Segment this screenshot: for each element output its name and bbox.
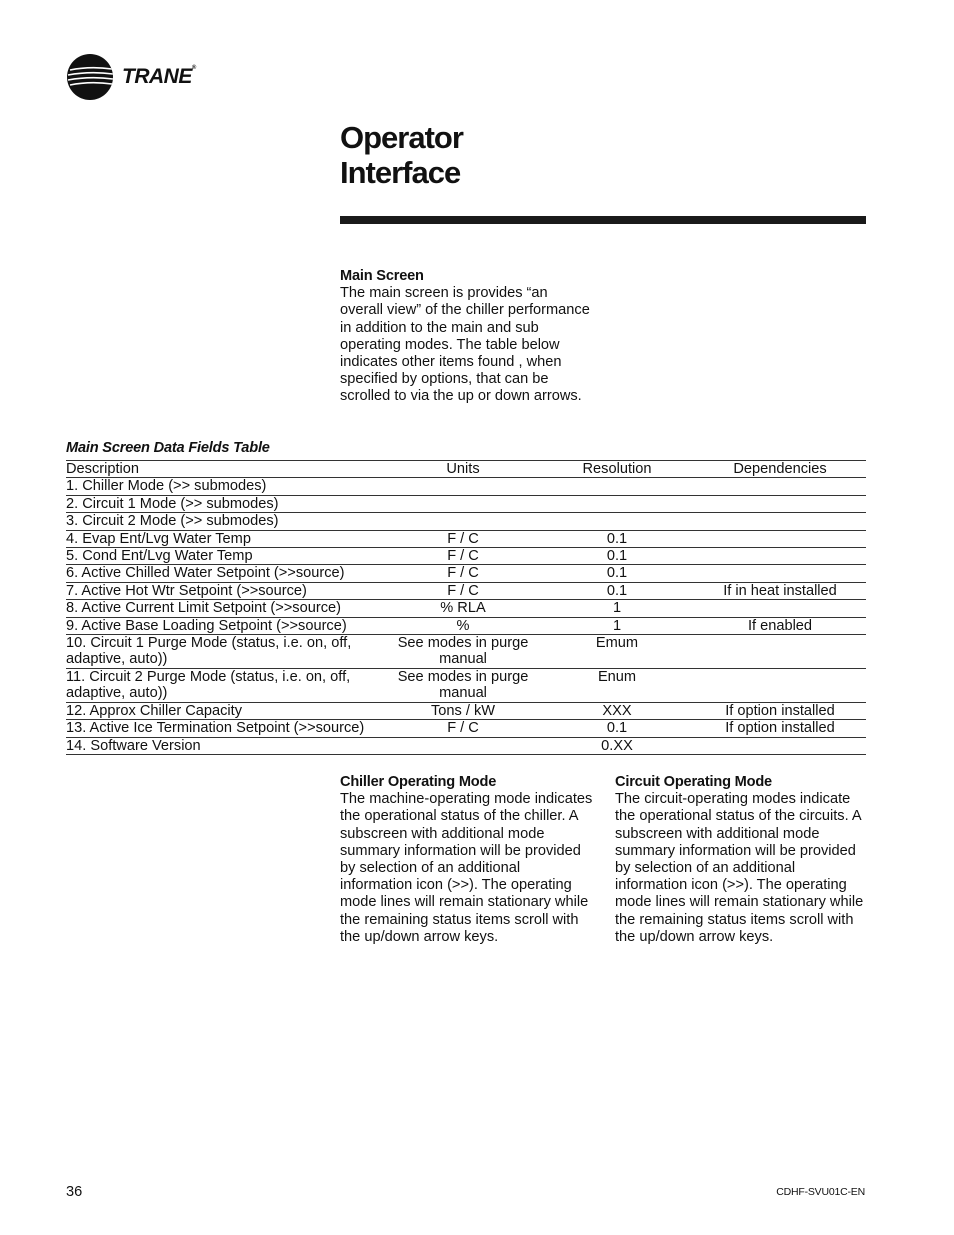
table-row — [66, 737, 866, 754]
document-id: CDHF-SVU01C-EN — [776, 1186, 865, 1198]
cell-description: 5. Cond Ent/Lvg Water Temp — [66, 548, 386, 565]
table-row — [66, 600, 866, 617]
cell-description: 9. Active Base Loading Setpoint (>>source) — [66, 617, 386, 634]
header-dependencies: Dependencies — [694, 461, 866, 478]
table-row — [66, 478, 866, 495]
cell-resolution — [540, 478, 694, 495]
main-screen-section — [340, 268, 590, 406]
table-row — [66, 565, 866, 582]
cell-units: Tons / kW — [386, 702, 540, 719]
header-description: Description — [66, 461, 386, 478]
cell-dependencies: If enabled — [694, 617, 866, 634]
cell-description: 1. Chiller Mode (>> submodes) — [66, 478, 386, 495]
cell-resolution — [540, 495, 694, 512]
cell-dependencies — [694, 600, 866, 617]
cell-description: 7. Active Hot Wtr Setpoint (>>source) — [66, 582, 386, 599]
cell-dependencies — [694, 530, 866, 547]
cell-description: 8. Active Current Limit Setpoint (>>source) — [66, 600, 386, 617]
table-body — [66, 478, 866, 755]
table-header-row — [66, 461, 866, 478]
table-row — [66, 513, 866, 530]
cell-resolution: Enum — [540, 668, 694, 702]
table-row — [66, 495, 866, 512]
cell-dependencies — [694, 635, 866, 669]
cell-description: 6. Active Chilled Water Setpoint (>>source) — [66, 565, 386, 582]
trane-circle-logo-icon — [66, 53, 114, 101]
circuit-operating-mode-section — [615, 774, 870, 946]
cell-description: 10. Circuit 1 Purge Mode (status, i.e. on, off, adaptive, auto)) — [66, 635, 386, 669]
table-row — [66, 548, 866, 565]
cell-description: 4. Evap Ent/Lvg Water Temp — [66, 530, 386, 547]
page-title-line-2: Interface — [340, 155, 461, 190]
cell-resolution: 0.1 — [540, 548, 694, 565]
table-row — [66, 635, 866, 669]
table-row — [66, 617, 866, 634]
header-units: Units — [386, 461, 540, 478]
cell-dependencies — [694, 668, 866, 702]
cell-description: 14. Software Version — [66, 737, 386, 754]
cell-units: F / C — [386, 582, 540, 599]
cell-description: 2. Circuit 1 Mode (>> submodes) — [66, 495, 386, 512]
cell-units — [386, 513, 540, 530]
table-caption: Main Screen Data Fields Table — [66, 440, 270, 456]
cell-dependencies: If option installed — [694, 702, 866, 719]
cell-resolution: 0.XX — [540, 737, 694, 754]
cell-units: See modes in purge manual — [386, 635, 540, 669]
cell-resolution: Emum — [540, 635, 694, 669]
cell-units: % — [386, 617, 540, 634]
chiller-operating-mode-body: The machine-operating mode indicates the operational status of the chiller. A subscreen with additional mode summary information will be provided by selection of an additional information icon (>>). The operating mode lines will remain stationary while the remaining status items scroll with the up/down arrow keys. — [340, 791, 593, 945]
cell-resolution: 1 — [540, 617, 694, 634]
page-number: 36 — [66, 1184, 83, 1200]
cell-description: 12. Approx Chiller Capacity — [66, 702, 386, 719]
cell-units: F / C — [386, 720, 540, 737]
table-row — [66, 582, 866, 599]
trane-logo — [66, 53, 196, 101]
table-row — [66, 530, 866, 547]
cell-resolution: 0.1 — [540, 530, 694, 547]
cell-resolution: 0.1 — [540, 720, 694, 737]
cell-dependencies — [694, 548, 866, 565]
cell-units: See modes in purge manual — [386, 668, 540, 702]
cell-dependencies: If option installed — [694, 720, 866, 737]
chiller-operating-mode-heading: Chiller Operating Mode — [340, 774, 497, 790]
page-title-line-1: Operator — [340, 120, 463, 155]
header-resolution: Resolution — [540, 461, 694, 478]
cell-resolution: 1 — [540, 600, 694, 617]
cell-dependencies: If in heat installed — [694, 582, 866, 599]
main-screen-heading: Main Screen — [340, 268, 424, 284]
cell-dependencies — [694, 737, 866, 754]
table-row — [66, 668, 866, 702]
cell-units: F / C — [386, 548, 540, 565]
cell-units: % RLA — [386, 600, 540, 617]
cell-units — [386, 478, 540, 495]
cell-resolution: XXX — [540, 702, 694, 719]
cell-dependencies — [694, 513, 866, 530]
table-row — [66, 702, 866, 719]
cell-units — [386, 737, 540, 754]
circuit-operating-mode-heading: Circuit Operating Mode — [615, 774, 772, 790]
cell-resolution: 0.1 — [540, 582, 694, 599]
cell-description: 13. Active Ice Termination Setpoint (>>source) — [66, 720, 386, 737]
cell-dependencies — [694, 565, 866, 582]
title-divider — [340, 216, 866, 224]
cell-units: F / C — [386, 530, 540, 547]
cell-dependencies — [694, 478, 866, 495]
page-title — [340, 120, 463, 190]
table-row — [66, 720, 866, 737]
cell-description: 3. Circuit 2 Mode (>> submodes) — [66, 513, 386, 530]
circuit-operating-mode-body: The circuit-operating modes indicate the operational status of the circuits. A subscreen with additional mode summary information will be provided by selection of an additional information icon (>>). The operating mode lines will remain stationary while the remaining status items scroll with the up/down arrow keys. — [615, 791, 864, 945]
cell-units — [386, 495, 540, 512]
chiller-operating-mode-section — [340, 774, 595, 946]
cell-dependencies — [694, 495, 866, 512]
cell-resolution — [540, 513, 694, 530]
cell-description: 11. Circuit 2 Purge Mode (status, i.e. on, off, adaptive, auto)) — [66, 668, 386, 702]
main-screen-data-fields-table — [66, 460, 866, 755]
cell-units: F / C — [386, 565, 540, 582]
cell-resolution: 0.1 — [540, 565, 694, 582]
brand-name: TRANE® — [122, 65, 196, 88]
main-screen-body: The main screen is provides “an overall view” of the chiller performance in addition to the main and sub operating modes. The table below indicates other items found , when specified by options, that can be scrolled to via the up or down arrows. — [340, 285, 590, 405]
